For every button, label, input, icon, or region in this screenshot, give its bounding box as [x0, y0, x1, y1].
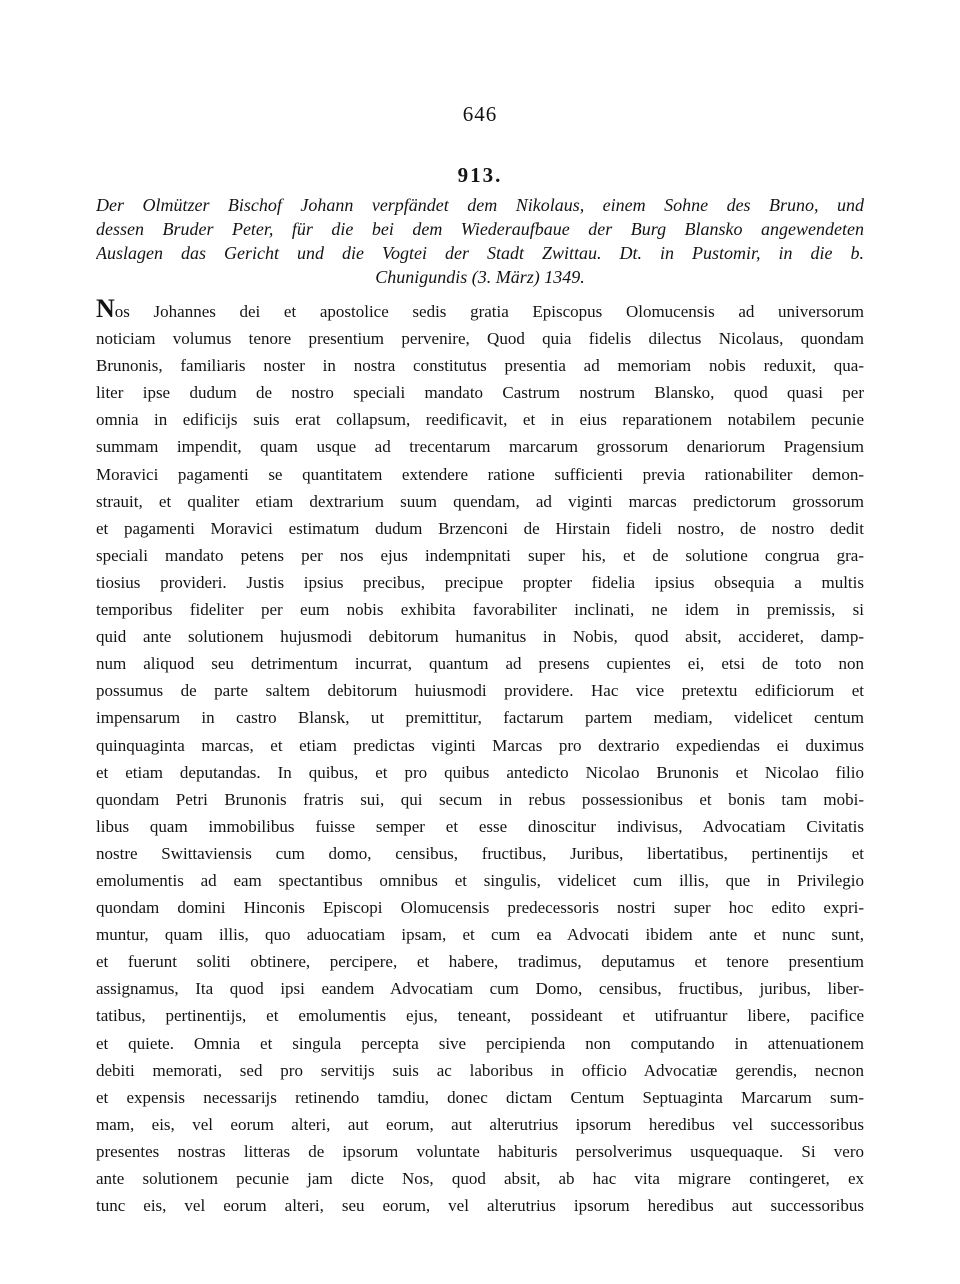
- text-line: quid ante solutionem hujusmodi debitorum humanitus in Nobis, quod absit, accideret, damp-: [96, 627, 864, 647]
- text-line: omnia in edificijs suis erat collapsum, reedificavit, et in eius reparationem notabilem pecunie: [96, 410, 864, 430]
- text-line: Brunonis, familiaris noster in nostra constitutus presentia ad memoriam nobis reduxit, qua-: [96, 356, 864, 376]
- text-line: et expensis necessarijs retinendo tamdiu, donec dictam Centum Septuaginta Marcarum sum-: [96, 1087, 864, 1107]
- text-line: libus quam immobilibus fuisse semper et esse dinoscitur indivisus, Advocatiam Civitatis: [96, 816, 864, 836]
- text-line: tiosius provideri. Justis ipsius precibus, precipue propter fidelia ipsius obsequia a multis: [96, 572, 864, 592]
- text-line: nostre Swittaviensis cum domo, censibus, fructibus, Juribus, libertatibus, pertinentijs et: [96, 843, 864, 863]
- text-line: num aliquod seu detrimentum incurrat, quantum ad presens cupientes ei, etsi de toto non: [96, 654, 864, 674]
- text-line: liter ipse dudum de nostro speciali mandato Castrum nostrum Blansko, quod quasi per: [96, 383, 864, 403]
- text-line: noticiam volumus tenore presentium pervenire, Quod quia fidelis dilectus Nicolaus, quondam: [96, 329, 864, 349]
- text-line: et quiete. Omnia et singula percepta sive percipienda non computando in attenuationem: [96, 1033, 864, 1053]
- text-line: Moravici pagamenti se quantitatem extendere ratione sufficienti previa rationabiliter demon-: [96, 464, 864, 484]
- regest-summary: [96, 193, 864, 289]
- text-line: debiti memorati, sed pro servitijs suis ac laboribus in officio Advocatiæ gerendis, necnon: [96, 1060, 864, 1080]
- regest-line: Der Olmützer Bischof Johann verpfändet dem Nikolaus, einem Sohne des Bruno, und: [96, 195, 864, 215]
- text-line: possumus de parte saltem debitorum huiusmodi providere. Hac vice pretextu edificiorum et: [96, 681, 864, 701]
- initial-letter: N: [96, 298, 115, 323]
- text-line: speciali mandato petens per nos ejus indempnitati super his, et de solutione congrua gra-: [96, 545, 864, 565]
- document-number: 913.: [457, 163, 503, 187]
- text-line: quondam Petri Brunonis fratris sui, qui secum in rebus possessionibus et bonis tam mobi-: [96, 789, 864, 809]
- text-line: tunc eis, vel eorum alteri, seu eorum, vel alterutrius ipsorum heredibus aut successoribus: [96, 1196, 864, 1216]
- charter-text: [96, 298, 864, 1219]
- text-line: quondam domini Hinconis Episcopi Olomucensis predecessoris nostri super hoc edito expri-: [96, 898, 864, 918]
- regest-line: Auslagen das Gericht und die Vogtei der Stadt Zwittau. Dt. in Pustomir, in die b.: [96, 243, 864, 263]
- text-line: presentes nostras litteras de ipsorum voluntate habituris persolverimus usquequaque. Si vero: [96, 1141, 864, 1161]
- page-number: 646: [462, 102, 498, 126]
- text-line: quinquaginta marcas, et etiam predictas viginti Marcas pro dextrario expediendas ei duximus: [96, 735, 864, 755]
- text-line: tatibus, pertinentijs, et emolumentis ejus, teneant, possideant et utifruantur libere, pacifice: [96, 1006, 864, 1026]
- text-line: muntur, quam illis, quo aduocatiam ipsam, et cum ea Advocati ibidem ante et nunc sunt,: [96, 925, 864, 945]
- text-line: summam impendit, quam usque ad trecentarum marcarum grossorum denariorum Pragensium: [96, 437, 864, 457]
- text-line: strauit, et qualiter etiam dextrarium suum quendam, ad viginti marcas predictorum grossorum: [96, 491, 864, 511]
- text-line: et pagamenti Moravici estimatum dudum Brzenconi de Hirstain fideli nostro, de nostro dedit: [96, 518, 864, 538]
- text-line-first: [96, 298, 864, 325]
- text-line: et fuerunt soliti obtinere, percipere, et habere, tradimus, deputamus et tenore presentium: [96, 952, 864, 972]
- regest-line: Chunigundis (3. März) 1349.: [375, 267, 585, 287]
- text-line: impensarum in castro Blansk, ut premittitur, factarum partem mediam, videlicet centum: [96, 708, 864, 728]
- text-line: assignamus, Ita quod ipsi eandem Advocatiam cum Domo, censibus, fructibus, juribus, liber-: [96, 979, 864, 999]
- regest-line: dessen Bruder Peter, für die bei dem Wiederaufbaue der Burg Blansko angewendeten: [96, 219, 864, 239]
- text-line: ante solutionem pecunie jam dicte Nos, quod absit, ab hac vita migrare contingeret, ex: [96, 1169, 864, 1188]
- text-line: temporibus fideliter per eum nobis exhibita favorabiliter inclinati, ne idem in premissis, si: [96, 600, 864, 620]
- text-line: et etiam deputandas. In quibus, et pro quibus antedicto Nicolao Brunonis et Nicolao filio: [96, 762, 864, 782]
- text-line-first-rest: os Johannes dei et apostolice sedis gratia Episcopus Olomucensis ad universorum: [114, 302, 864, 321]
- text-line: mam, eis, vel eorum alteri, aut eorum, aut alterutrius ipsorum heredibus vel successoribus: [96, 1114, 864, 1134]
- text-line: emolumentis ad eam spectantibus omnibus et singulis, videlicet cum illis, que in Privilegio: [96, 870, 864, 890]
